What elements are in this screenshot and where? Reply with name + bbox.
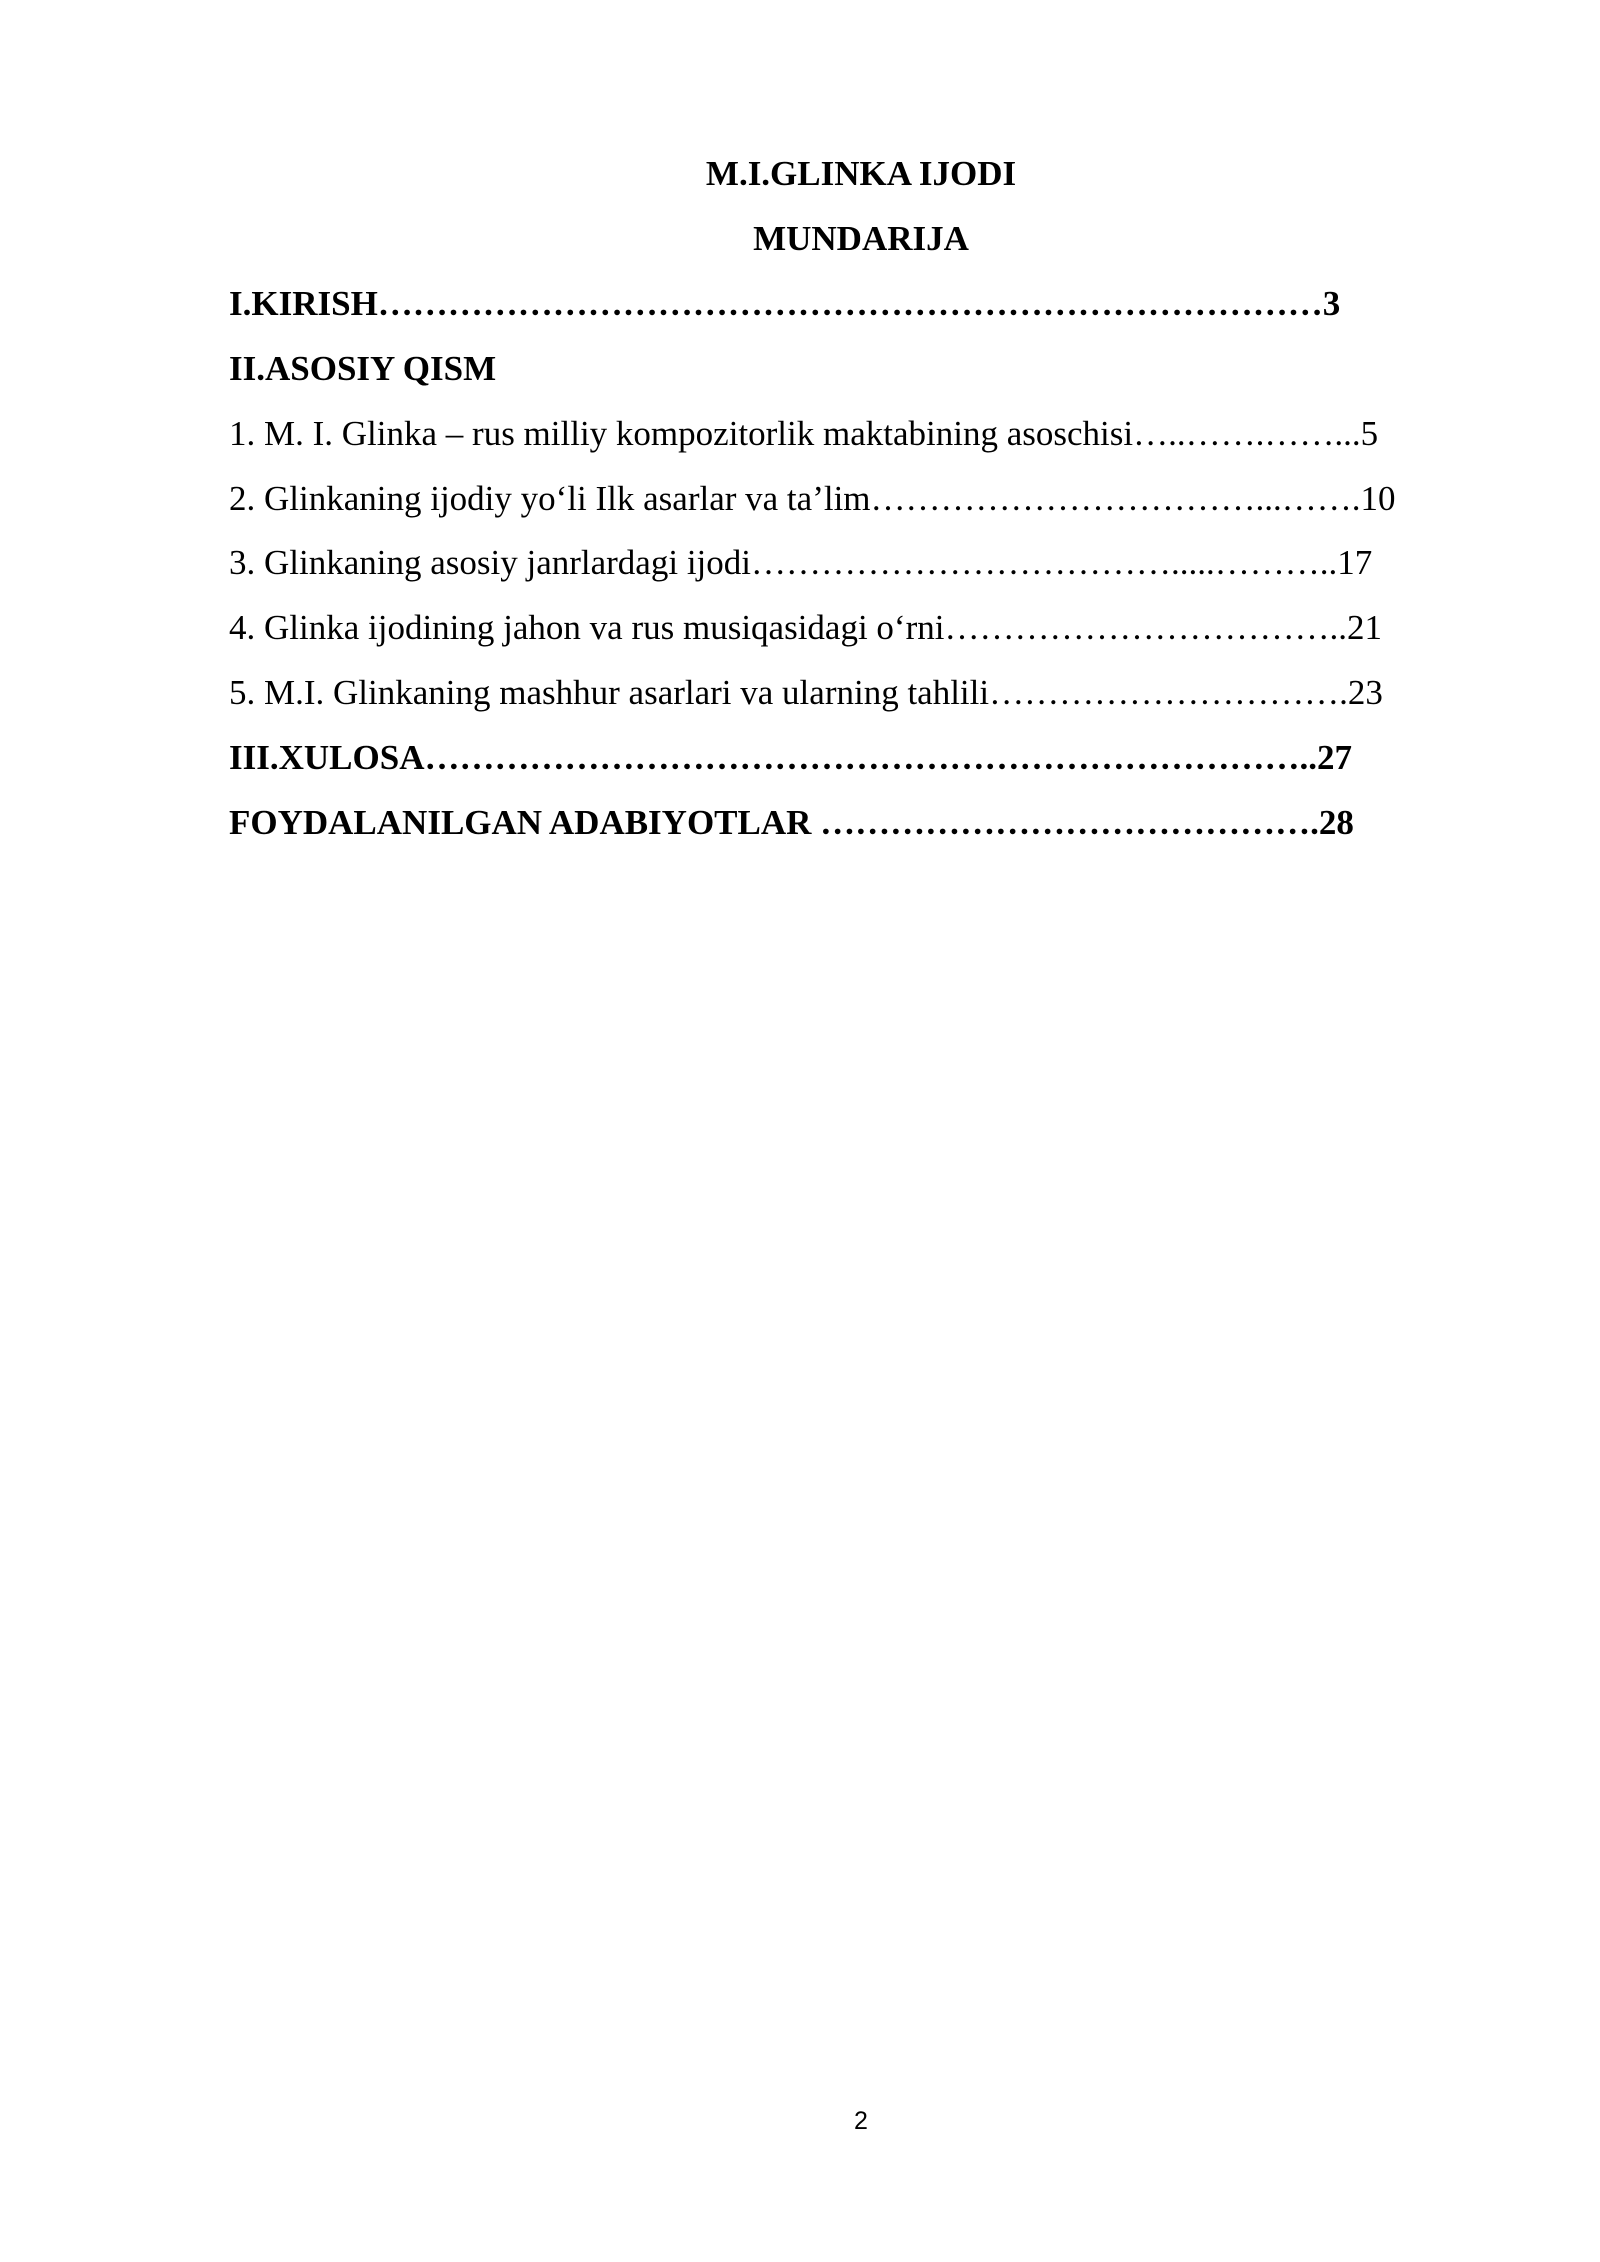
toc-entry-section-1: 1. M. I. Glinka – rus milliy kompozitorlik maktabining asoschisi…..…….……...5 bbox=[229, 414, 1379, 453]
page-number: 2 bbox=[854, 2107, 868, 2135]
toc-entry-main-part: II.ASOSIY QISM bbox=[229, 349, 497, 388]
toc-entry-conclusion: III.XULOSA…………………………………………………………………..27 bbox=[229, 738, 1352, 777]
toc-entry-section-2: 2. Glinkaning ijodiy yo‘li Ilk asarlar va ta’lim……………………………...…….10 bbox=[229, 479, 1396, 518]
toc-entry-section-4: 4. Glinka ijodining jahon va rus musiqasidagi o‘rni……………………………..21 bbox=[229, 608, 1382, 647]
document-title: M.I.GLINKA IJODI bbox=[705, 154, 1017, 193]
toc-entry-references: FOYDALANILGAN ADABIYOTLAR …………………………………….28 bbox=[229, 803, 1354, 842]
toc-entry-section-5: 5. M.I. Glinkaning mashhur asarlari va ularning tahlili………………………….23 bbox=[229, 673, 1383, 712]
toc-heading: MUNDARIJA bbox=[753, 219, 969, 258]
toc-entry-section-3: 3. Glinkaning asosiy janrlardagi ijodi……………………………….....………..17 bbox=[229, 543, 1373, 582]
toc-entry-introduction: I.KIRISH………………………………………………………………………3 bbox=[229, 284, 1341, 323]
